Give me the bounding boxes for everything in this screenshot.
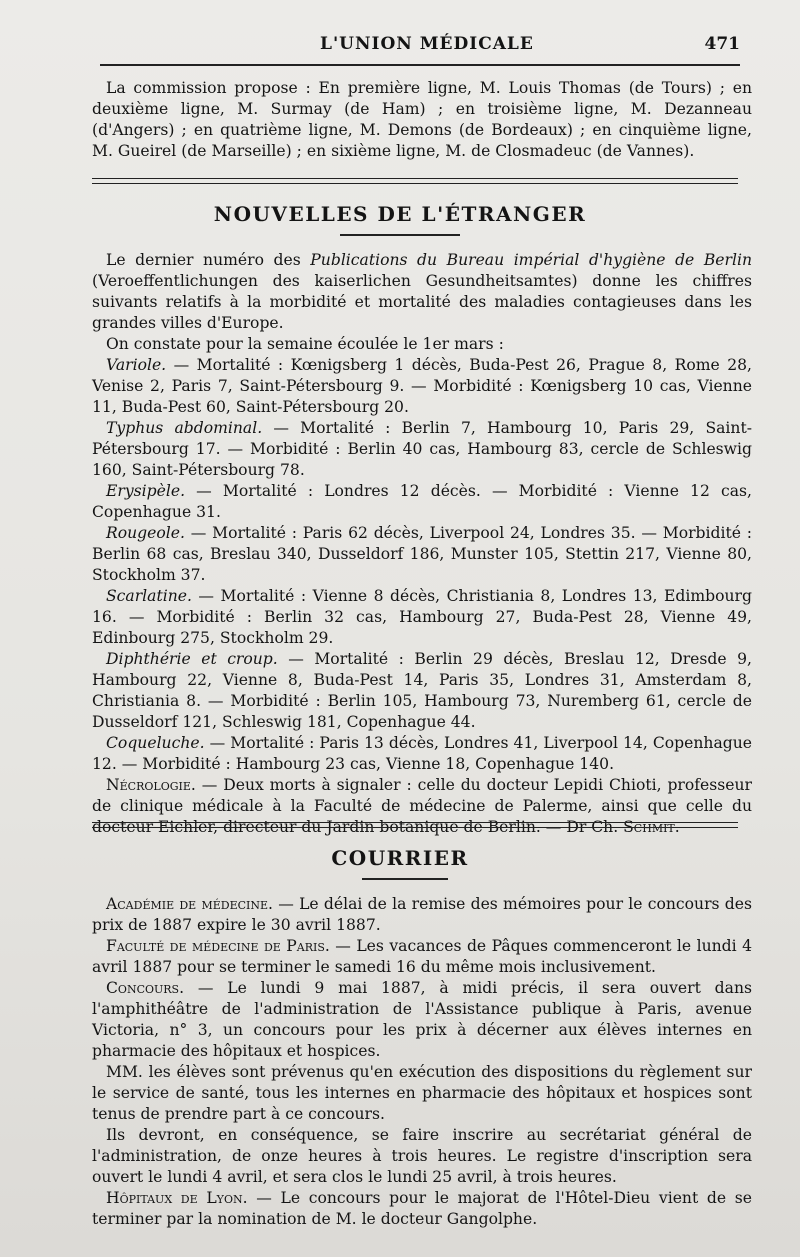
courrier-title: COURRIER xyxy=(331,846,469,870)
courrier-item xyxy=(92,936,752,978)
ils-paragraph: Ils devront, en conséquence, se faire inscrire au secrétariat général de l'administration, de onze heures à trois heures. Le registre d'inscription sera ouvert le lundi 4 avril, et sera clos le lundi 25 avril, à trois heures. xyxy=(92,1126,752,1186)
courrier-text: — Le délai de la remise des mémoires pour le concours des prix de 1887 expire le 30 avril 1887. xyxy=(92,895,753,934)
commission-paragraph xyxy=(92,78,752,162)
nouvelles-body xyxy=(92,250,752,838)
title-underline xyxy=(362,878,448,880)
courrier-item xyxy=(92,978,752,1062)
disease-text: — Mortalité : Londres 12 décès. — Morbidité : Vienne 12 cas, Copenhague 31. xyxy=(92,482,752,521)
publication-title: Publications du Bureau impérial d'hygiène de Berlin xyxy=(310,251,752,269)
disease-text: — Mortalité : Paris 13 décès, Londres 41, Liverpool 14, Copenhague 12. — Morbidité : Hambourg 23 cas, Vienne 18, Copenhague 140. xyxy=(92,734,752,773)
courrier-text: — Le lundi 9 mai 1887, à midi précis, il sera ouvert dans l'amphithéâtre de l'administration de l'Assistance publique à Paris, avenue Victoria, n° 3, un concours pour les prix à décerner aux élèves internes en pharmacie des hôpitaux et hospices. xyxy=(92,979,752,1060)
disease-item xyxy=(92,418,752,481)
courrier-label: Concours. xyxy=(106,979,185,997)
commission-text: La commission propose : En première ligne, M. Louis Thomas (de Tours) ; en deuxième ligne, M. Surmay (de Ham) ; en troisième ligne, M. Dezanneau (d'Angers) ; en quatrième ligne, M. Demons (de Bordeaux) ; en cinquième ligne, M. Gueirel (de Marseille) ; en sixième ligne, M. de Closmadeuc (de Vannes). xyxy=(92,79,752,160)
disease-item xyxy=(92,523,752,586)
lyon-label: Hôpitaux de Lyon. xyxy=(106,1189,248,1207)
running-title: L'UNION MÉDICALE xyxy=(320,34,534,54)
disease-text: — Mortalité : Berlin 29 décès, Breslau 12, Dresde 9, Hambourg 22, Vienne 8, Buda-Pest 14, Paris 35, Londres 31, Amsterdam 8, Christiania 8. — Morbidité : Berlin 105, Hambourg 73, Nuremberg 61, cercle de Dusseldorf 121, Schleswig 181, Copenhague 44. xyxy=(92,650,752,731)
courrier-item xyxy=(92,894,752,936)
disease-text: — Mortalité : Paris 62 décès, Liverpool 24, Londres 35. — Morbidité : Berlin 68 cas, Breslau 340, Dusseldorf 186, Munster 105, Stettin 217, Vienne 80, Stockholm 37. xyxy=(92,524,752,584)
disease-item xyxy=(92,733,752,775)
necrologie-label: Nécrologie. xyxy=(106,776,196,794)
intro-paragraph xyxy=(92,250,752,334)
disease-label: Coqueluche. xyxy=(106,734,205,752)
disease-text: — Mortalité : Vienne 8 décès, Christiania 8, Londres 13, Edimbourg 16. — Morbidité : Berlin 32 cas, Hambourg 27, Buda-Pest 28, Vienne 49, Edinbourg 275, Stockholm 29. xyxy=(92,587,752,647)
section-divider xyxy=(92,822,738,828)
necrologie-paragraph xyxy=(92,775,752,838)
header-rule xyxy=(100,64,740,66)
disease-text: — Mortalité : Berlin 7, Hambourg 10, Paris 29, Saint-Pétersbourg 17. — Morbidité : Berlin 40 cas, Hambourg 83, cercle de Schleswig 160, Saint-Pétersbourg 78. xyxy=(92,419,752,479)
disease-label: Rougeole. xyxy=(106,524,185,542)
signature: Schmit. xyxy=(623,818,680,836)
disease-item xyxy=(92,481,752,523)
disease-label: Erysipèle. xyxy=(106,482,186,500)
necrologie-text: — Deux morts à signaler : celle du docteur Lepidi Chioti, professeur de clinique médicale à la Faculté de médecine de Palerme, ainsi que celle du docteur Eichler, directeur du Jardin botanique de Berlin. — Dr Ch. xyxy=(92,776,752,836)
courrier-text: — Les vacances de Pâques commenceront le lundi 4 avril 1887 pour se terminer le samedi 16 du même mois inclusivement. xyxy=(92,937,752,976)
disease-item xyxy=(92,649,752,733)
intro-text-post: (Veroeffentlichungen des kaiserlichen Gesundheitsamtes) donne les chiffres suivants relatifs à la morbidité et mortalité des maladies contagieuses dans les grandes villes d'Europe. xyxy=(92,272,752,332)
disease-label: Variole. xyxy=(106,356,167,374)
section-divider xyxy=(92,178,738,184)
disease-label: Scarlatine. xyxy=(106,587,192,605)
lyon-paragraph xyxy=(92,1188,752,1230)
page-number: 471 xyxy=(704,34,740,54)
courrier-body xyxy=(92,894,752,1230)
nouvelles-title: NOUVELLES DE L'ÉTRANGER xyxy=(213,202,587,226)
page-header xyxy=(100,34,740,56)
week-paragraph: On constate pour la semaine écoulée le 1er mars : xyxy=(106,335,504,353)
title-underline xyxy=(340,234,460,236)
disease-label: Diphthérie et croup. xyxy=(106,650,278,668)
courrier-label: Faculté de médecine de Paris. xyxy=(106,937,330,955)
courrier-label: Académie de médecine. xyxy=(106,895,273,913)
mm-paragraph: MM. les élèves sont prévenus qu'en exécution des dispositions du règlement sur le service de santé, tous les internes en pharmacie des hôpitaux et hospices sont tenus de prendre part à ce concours. xyxy=(92,1063,752,1123)
disease-item xyxy=(92,586,752,649)
disease-text: — Mortalité : Kœnigsberg 1 décès, Buda-Pest 26, Prague 8, Rome 28, Venise 2, Paris 7, Saint-Pétersbourg 9. — Morbidité : Kœnigsberg 10 cas, Vienne 11, Buda-Pest 60, Saint-Pétersbourg 20. xyxy=(92,356,752,416)
lyon-text: — Le concours pour le majorat de l'Hôtel-Dieu vient de se terminer par la nomination de M. le docteur Gangolphe. xyxy=(92,1189,753,1228)
disease-item xyxy=(92,355,752,418)
intro-text-pre: Le dernier numéro des xyxy=(106,251,311,269)
disease-label: Typhus abdominal. xyxy=(106,419,263,437)
